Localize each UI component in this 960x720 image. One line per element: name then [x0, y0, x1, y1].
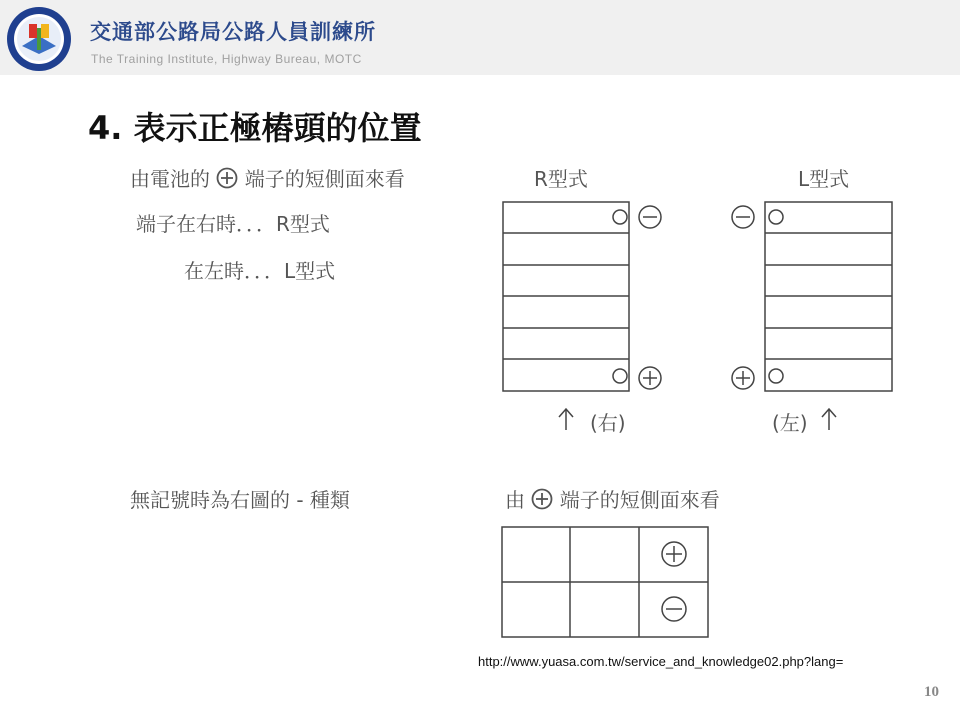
r-type-negative-icon: [639, 206, 661, 228]
organization-name: 交通部公路局公路人員訓練所: [90, 20, 376, 44]
l-type-battery-stack: [765, 202, 892, 391]
r-type-up-arrow-icon: [559, 409, 573, 430]
line1-before: 由電池的: [130, 167, 210, 191]
left-text-line-4: 無記號時為右圖的 - 種類: [130, 488, 350, 512]
source-url: http://www.yuasa.com.tw/service_and_knowledge02.php?lang=: [478, 654, 844, 669]
l-type-negative-icon: [732, 206, 754, 228]
left-text-line-3: 在左時．．．L型式: [184, 259, 336, 283]
slide-title: 4. 表示正極樁頭的位置: [88, 109, 422, 147]
r-type-positive-icon: [639, 367, 661, 389]
l-type-caption: (左): [772, 411, 808, 435]
grid-negative-icon: [662, 597, 686, 621]
left-text-line-2: 端子在右時．．．R型式: [136, 212, 330, 236]
grid-caption-after: 端子的短側面來看: [559, 488, 720, 512]
organization-english-name: The Training Institute, Highway Bureau, MOTC: [91, 52, 362, 66]
grid-caption-before: 由: [505, 488, 525, 512]
l-type-up-arrow-icon: [822, 409, 836, 430]
r-type-label: R型式: [534, 167, 588, 191]
l-type-positive-icon: [732, 367, 754, 389]
r-type-battery-stack: [503, 202, 629, 391]
r-type-caption: (右): [590, 411, 626, 435]
line1-after: 端子的短側面來看: [244, 167, 405, 191]
page-number: 10: [924, 684, 939, 700]
grid-positive-icon: [662, 542, 686, 566]
l-type-label: L型式: [798, 167, 850, 191]
